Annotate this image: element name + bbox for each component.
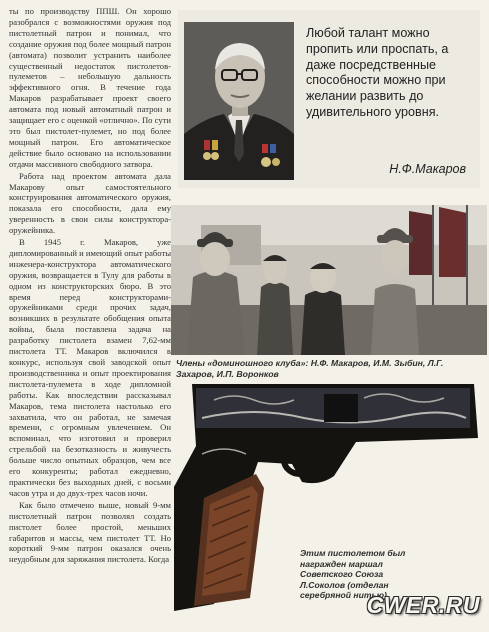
article-paragraph-3: В 1945 г. Макаров, уже дипломированный и имеющий опыт работы инженера-конструктора автоматического оружия, возвращается в Тулу для работы в одном из конструкторских бюро. В это время перед конструкторами-оружейниками среди прочих задач, возникших в результате обобщения опыта войны, была поставлена задача на разработку пистолета взамен 7,62-мм пистолета ТТ. Макаров включился в конкурс, используя свой заводской опыт производственника и опыт проектирования пистолета-пулемета в ходе дипломной работы. Как впоследствии рассказывал Макаров, тема пистолета настолько его захватила, что он работал, не замечая времени, с огромным увлечением. Он вспоминал, что изготовил и проверил стрельбой на безотказность и живучесть больше число опытных образцов, чем все его конкуренты; работал ежедневно, практически без выходных дней, с восьми часов утра и до двух-трех часов ночи. xyxy=(9,237,171,498)
domino-club-group-photo xyxy=(171,205,487,355)
article-text-column xyxy=(9,6,171,626)
watermark-logo-text: CWER.RU xyxy=(366,592,480,618)
pistol-photo-caption: Этим пистолетом был награжден маршал Советского Союза Л.Соколов (отделан серебряной нитью) xyxy=(300,548,406,601)
article-paragraph-1: ты по производству ППШ. Он хорошо разобрался с возможностями оружия под пистолетный патрон и понимал, что создание оружия под более мощный патрон (автомата) позволит устранить наиболее существенный недостаток пистолетов-пулеметов – небольшую дальность эффективного огня. В течение года Макаров разрабатывает проект своего автомата под новый автоматный патрон и защищает его с оценкой «отлично». По сути это был пистолет-пулемет, но под более мощный патрон. Его автоматическое действие было основано на использовании отдачи массивного свободного затвора. xyxy=(9,6,171,169)
group-photo-caption: Члены «доминошного клуба»: Н.Ф. Макаров, И.М. Зыбин, Л.Г. Захаров, И.П. Воронков xyxy=(176,358,444,379)
group-photo-illustration xyxy=(171,205,487,355)
site-watermark xyxy=(368,588,486,628)
article-paragraph-2: Работа над проектом автомата дала Макарову опыт самостоятельного конструирования автоматического оружия, показала его способности, дала ему уверенность в свои силы конструктора-оружейника. xyxy=(9,170,171,236)
quote-panel xyxy=(178,10,480,188)
quote-author: Н.Ф.Макаров xyxy=(389,162,466,176)
makarov-portrait-photo xyxy=(184,22,294,180)
portrait-illustration xyxy=(184,22,294,180)
article-paragraph-4: Как было отмечено выше, новый 9-мм пистолетный патрон позволял создать пистолет более простой, меньших габаритов и массы, чем пистолет ТТ. Но короткий 9-мм патрон оказался очень неудобным для заряжания пистолета. Когда xyxy=(9,499,171,565)
quote-text: Любой талант можно пропить или проспать, а даже посредственные способности можно при желании развить до удивительного уровня. xyxy=(306,26,449,119)
